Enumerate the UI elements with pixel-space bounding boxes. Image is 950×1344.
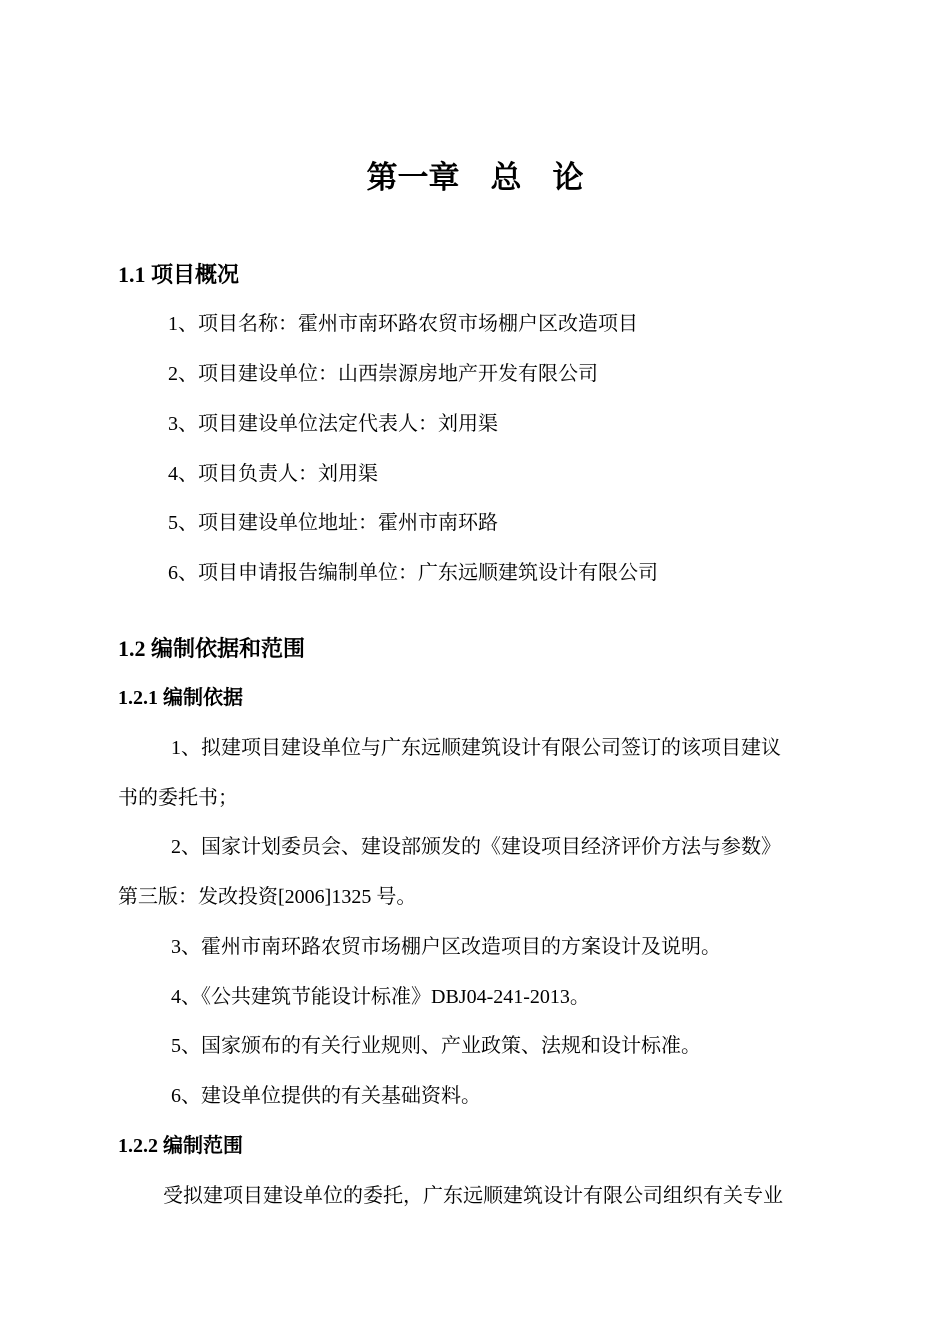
basis-item-1-line-2: 书的委托书； bbox=[118, 787, 238, 809]
list-item: 5、项目建设单位地址：霍州市南环路 bbox=[168, 512, 498, 534]
scope-paragraph-line-1: 受拟建项目建设单位的委托，广东远顺建筑设计有限公司组织有关专业 bbox=[163, 1185, 783, 1207]
list-item: 2、项目建设单位：山西崇源房地产开发有限公司 bbox=[168, 363, 598, 385]
subsection-heading-1-2-2: 1.2.2 编制范围 bbox=[118, 1135, 243, 1157]
basis-item-4: 4、《公共建筑节能设计标准》DBJ04-241-2013。 bbox=[171, 986, 590, 1008]
chapter-title: 第一章 总 论 bbox=[366, 160, 584, 195]
basis-item-2-line-1: 2、国家计划委员会、建设部颁发的《建设项目经济评价方法与参数》 bbox=[171, 836, 781, 858]
list-item: 6、项目申请报告编制单位：广东远顺建筑设计有限公司 bbox=[168, 562, 658, 584]
basis-item-1-line-1: 1、拟建项目建设单位与广东远顺建筑设计有限公司签订的该项目建议 bbox=[171, 737, 781, 759]
basis-item-5: 5、国家颁布的有关行业规则、产业政策、法规和设计标准。 bbox=[171, 1035, 701, 1057]
section-heading-1-1: 1.1 项目概况 bbox=[118, 262, 240, 287]
basis-item-6: 6、建设单位提供的有关基础资料。 bbox=[171, 1085, 481, 1107]
list-item: 4、项目负责人：刘用渠 bbox=[168, 463, 378, 485]
basis-item-3: 3、霍州市南环路农贸市场棚户区改造项目的方案设计及说明。 bbox=[171, 936, 721, 958]
section-heading-1-2: 1.2 编制依据和范围 bbox=[118, 636, 306, 661]
list-item: 3、项目建设单位法定代表人：刘用渠 bbox=[168, 413, 498, 435]
subsection-heading-1-2-1: 1.2.1 编制依据 bbox=[118, 687, 243, 709]
list-item: 1、项目名称：霍州市南环路农贸市场棚户区改造项目 bbox=[168, 313, 638, 335]
basis-item-2-line-2: 第三版：发改投资[2006]1325 号。 bbox=[118, 886, 417, 908]
